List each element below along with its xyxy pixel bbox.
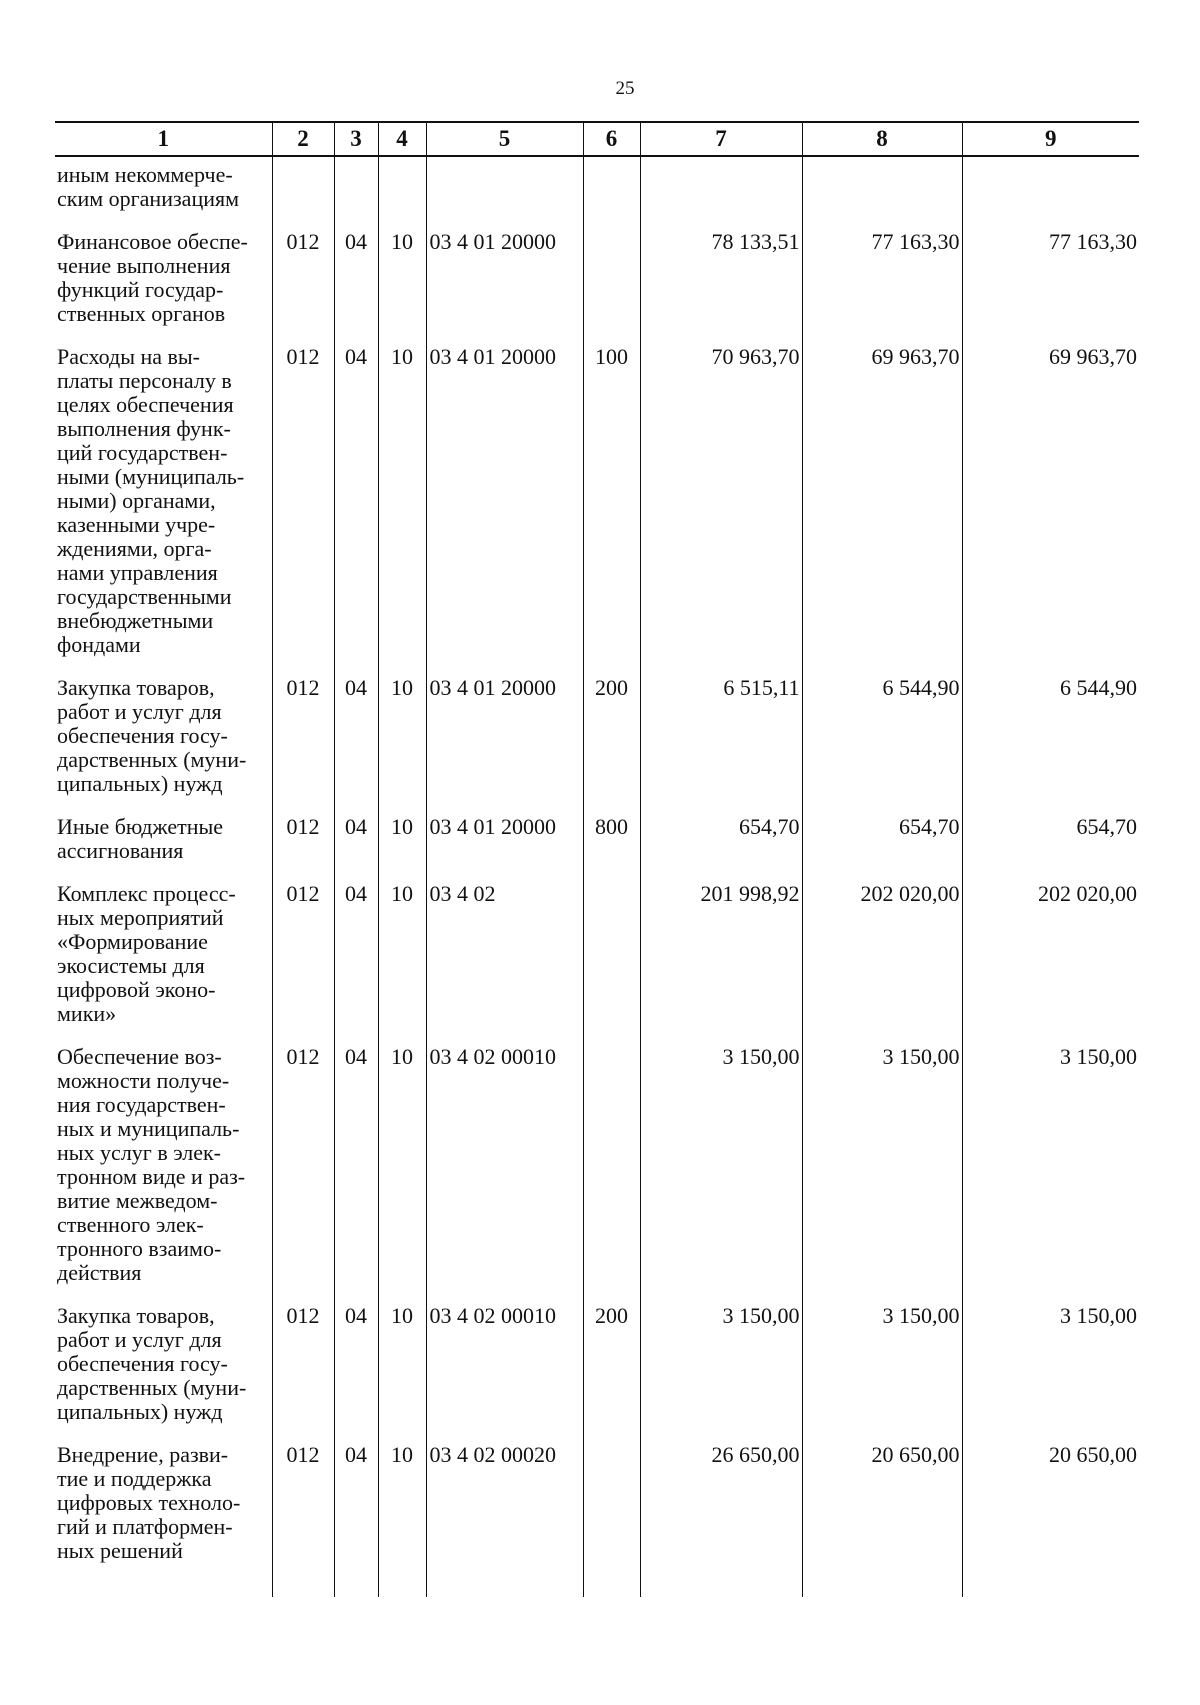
amount-col8-cell bbox=[802, 156, 962, 225]
admin-code-cell: 012 bbox=[272, 671, 334, 810]
row-name-line: ных решений bbox=[57, 1538, 183, 1563]
amount-col7-cell: 3 150,00 bbox=[640, 1040, 802, 1299]
expense-type-cell: 800 bbox=[583, 810, 640, 877]
row-name-line: мики» bbox=[57, 1001, 117, 1026]
admin-code-cell: 012 bbox=[272, 810, 334, 877]
column-header-4: 4 bbox=[378, 122, 426, 156]
column-header-8: 8 bbox=[802, 122, 962, 156]
row-name-line: тронном виде и раз- bbox=[57, 1164, 246, 1189]
section-code-cell: 04 bbox=[334, 810, 378, 877]
row-name-line: Расходы на вы- bbox=[57, 344, 201, 369]
section-code-cell: 04 bbox=[334, 340, 378, 671]
expense-type-cell bbox=[583, 1438, 640, 1577]
row-name-line: ассигнования bbox=[57, 838, 184, 863]
row-name-line: обеспечения госу- bbox=[57, 1351, 228, 1376]
filler-cell bbox=[583, 1577, 640, 1597]
row-name-line: работ и услуг для bbox=[57, 1327, 222, 1352]
row-name-line: Финансовое обеспе- bbox=[57, 229, 248, 254]
amount-col8-cell: 3 150,00 bbox=[802, 1040, 962, 1299]
amount-col8-cell: 3 150,00 bbox=[802, 1299, 962, 1438]
header-row bbox=[55, 122, 1139, 156]
row-name-line: ций государствен- bbox=[57, 440, 228, 465]
column-header-1: 1 bbox=[55, 122, 272, 156]
budget-table bbox=[55, 121, 1139, 1597]
row-name-line: Закупка товаров, bbox=[57, 675, 215, 700]
row-name-line: ных услуг в элек- bbox=[57, 1140, 222, 1165]
subsection-code-cell: 10 bbox=[378, 1040, 426, 1299]
table-row bbox=[55, 1438, 1139, 1577]
row-name-cell bbox=[55, 1040, 272, 1299]
amount-col7-cell: 6 515,11 bbox=[640, 671, 802, 810]
row-name-line: функций государ- bbox=[57, 277, 224, 302]
row-name-line: «Формирование bbox=[57, 929, 208, 954]
column-header-3: 3 bbox=[334, 122, 378, 156]
row-name-line: ственного элек- bbox=[57, 1212, 204, 1237]
row-name-line: Закупка товаров, bbox=[57, 1303, 215, 1328]
row-name-cell bbox=[55, 156, 272, 225]
subsection-code-cell: 10 bbox=[378, 810, 426, 877]
subsection-code-cell: 10 bbox=[378, 1438, 426, 1577]
target-article-cell: 03 4 02 bbox=[426, 877, 583, 1040]
row-name-line: можности получе- bbox=[57, 1068, 230, 1093]
amount-col7-cell: 78 133,51 bbox=[640, 225, 802, 340]
admin-code-cell: 012 bbox=[272, 1299, 334, 1438]
amount-col8-cell: 77 163,30 bbox=[802, 225, 962, 340]
amount-col7-cell: 654,70 bbox=[640, 810, 802, 877]
row-name-line: целях обеспечения bbox=[57, 392, 234, 417]
expense-type-cell bbox=[583, 156, 640, 225]
target-article-cell: 03 4 02 00020 bbox=[426, 1438, 583, 1577]
amount-col7-cell: 201 998,92 bbox=[640, 877, 802, 1040]
row-name-line: ципальных) нужд bbox=[57, 771, 223, 796]
target-article-cell: 03 4 02 00010 bbox=[426, 1299, 583, 1438]
amount-col9-cell bbox=[962, 156, 1139, 225]
row-name-cell bbox=[55, 671, 272, 810]
row-name-line: действия bbox=[57, 1260, 142, 1285]
table-row bbox=[55, 877, 1139, 1040]
subsection-code-cell: 10 bbox=[378, 671, 426, 810]
column-header-2: 2 bbox=[272, 122, 334, 156]
row-name-line: фондами bbox=[57, 632, 141, 657]
row-name-line: гий и платформен- bbox=[57, 1514, 233, 1539]
admin-code-cell: 012 bbox=[272, 340, 334, 671]
row-name-line: ципальных) нужд bbox=[57, 1399, 223, 1424]
row-name-line: ским организациям bbox=[57, 186, 240, 211]
table-row bbox=[55, 671, 1139, 810]
section-code-cell: 04 bbox=[334, 1438, 378, 1577]
table-row bbox=[55, 225, 1139, 340]
target-article-cell: 03 4 01 20000 bbox=[426, 671, 583, 810]
row-name-cell bbox=[55, 877, 272, 1040]
amount-col8-cell: 6 544,90 bbox=[802, 671, 962, 810]
amount-col8-cell: 202 020,00 bbox=[802, 877, 962, 1040]
row-name-line: Обеспечение воз- bbox=[57, 1044, 222, 1069]
amount-col7-cell: 3 150,00 bbox=[640, 1299, 802, 1438]
row-name-line: выполнения функ- bbox=[57, 416, 231, 441]
expense-type-cell bbox=[583, 877, 640, 1040]
row-name-line: работ и услуг для bbox=[57, 699, 222, 724]
table-row bbox=[55, 340, 1139, 671]
admin-code-cell bbox=[272, 156, 334, 225]
column-header-7: 7 bbox=[640, 122, 802, 156]
section-code-cell: 04 bbox=[334, 225, 378, 340]
table-row bbox=[55, 1040, 1139, 1299]
expense-type-cell: 200 bbox=[583, 671, 640, 810]
expense-type-cell: 100 bbox=[583, 340, 640, 671]
row-name-line: ными) органами, bbox=[57, 488, 216, 513]
row-name-line: чение выполнения bbox=[57, 253, 231, 278]
row-name-line: ными (муниципаль- bbox=[57, 464, 245, 489]
row-name-line: ных и муниципаль- bbox=[57, 1116, 240, 1141]
amount-col9-cell: 6 544,90 bbox=[962, 671, 1139, 810]
filler-cell bbox=[378, 1577, 426, 1597]
filler-cell bbox=[55, 1577, 272, 1597]
expense-type-cell bbox=[583, 225, 640, 340]
filler-row bbox=[55, 1577, 1139, 1597]
subsection-code-cell: 10 bbox=[378, 340, 426, 671]
column-header-5: 5 bbox=[426, 122, 583, 156]
row-name-line: внебюджетными bbox=[57, 608, 214, 633]
amount-col7-cell: 70 963,70 bbox=[640, 340, 802, 671]
row-name-cell bbox=[55, 1299, 272, 1438]
amount-col8-cell: 69 963,70 bbox=[802, 340, 962, 671]
column-header-9: 9 bbox=[962, 122, 1139, 156]
amount-col8-cell: 20 650,00 bbox=[802, 1438, 962, 1577]
amount-col9-cell: 77 163,30 bbox=[962, 225, 1139, 340]
row-name-line: Внедрение, разви- bbox=[57, 1442, 229, 1467]
admin-code-cell: 012 bbox=[272, 1438, 334, 1577]
row-name-line: тронного взаимо- bbox=[57, 1236, 222, 1261]
row-name-cell bbox=[55, 340, 272, 671]
row-name-line: дарственных (муни- bbox=[57, 1375, 247, 1400]
row-name-line: обеспечения госу- bbox=[57, 723, 228, 748]
row-name-line: тие и поддержка bbox=[57, 1466, 212, 1491]
page-number: 25 bbox=[615, 78, 635, 99]
row-name-line: цифровой эконо- bbox=[57, 977, 216, 1002]
section-code-cell bbox=[334, 156, 378, 225]
filler-cell bbox=[802, 1577, 962, 1597]
admin-code-cell: 012 bbox=[272, 225, 334, 340]
amount-col7-cell: 26 650,00 bbox=[640, 1438, 802, 1577]
row-name-line: нами управления bbox=[57, 560, 218, 585]
row-name-line: иным некоммерче- bbox=[57, 162, 233, 187]
amount-col9-cell: 3 150,00 bbox=[962, 1299, 1139, 1438]
table-row bbox=[55, 810, 1139, 877]
budget-table-sheet bbox=[55, 121, 1139, 1576]
row-name-line: платы персоналу в bbox=[57, 368, 232, 393]
admin-code-cell: 012 bbox=[272, 877, 334, 1040]
filler-cell bbox=[640, 1577, 802, 1597]
row-name-line: экосистемы для bbox=[57, 953, 205, 978]
row-name-line: ждениями, орга- bbox=[57, 536, 212, 561]
table-row bbox=[55, 1299, 1139, 1438]
filler-cell bbox=[962, 1577, 1139, 1597]
row-name-line: казенными учре- bbox=[57, 512, 216, 537]
amount-col9-cell: 69 963,70 bbox=[962, 340, 1139, 671]
target-article-cell: 03 4 02 00010 bbox=[426, 1040, 583, 1299]
amount-col9-cell: 654,70 bbox=[962, 810, 1139, 877]
target-article-cell: 03 4 01 20000 bbox=[426, 340, 583, 671]
amount-col9-cell: 20 650,00 bbox=[962, 1438, 1139, 1577]
target-article-cell: 03 4 01 20000 bbox=[426, 225, 583, 340]
table-body bbox=[55, 156, 1139, 1597]
amount-col9-cell: 3 150,00 bbox=[962, 1040, 1139, 1299]
target-article-cell: 03 4 01 20000 bbox=[426, 810, 583, 877]
subsection-code-cell: 10 bbox=[378, 877, 426, 1040]
row-name-line: ных мероприятий bbox=[57, 905, 224, 930]
row-name-line: дарственных (муни- bbox=[57, 747, 247, 772]
target-article-cell bbox=[426, 156, 583, 225]
column-header-6: 6 bbox=[583, 122, 640, 156]
row-name-cell bbox=[55, 1438, 272, 1577]
row-name-cell bbox=[55, 225, 272, 340]
admin-code-cell: 012 bbox=[272, 1040, 334, 1299]
subsection-code-cell: 10 bbox=[378, 225, 426, 340]
section-code-cell: 04 bbox=[334, 877, 378, 1040]
filler-cell bbox=[426, 1577, 583, 1597]
table-row bbox=[55, 156, 1139, 225]
row-name-line: государственными bbox=[57, 584, 232, 609]
subsection-code-cell bbox=[378, 156, 426, 225]
subsection-code-cell: 10 bbox=[378, 1299, 426, 1438]
row-name-line: Иные бюджетные bbox=[57, 814, 224, 839]
filler-cell bbox=[272, 1577, 334, 1597]
amount-col7-cell bbox=[640, 156, 802, 225]
row-name-line: витие межведом- bbox=[57, 1188, 218, 1213]
section-code-cell: 04 bbox=[334, 1040, 378, 1299]
expense-type-cell bbox=[583, 1040, 640, 1299]
section-code-cell: 04 bbox=[334, 1299, 378, 1438]
section-code-cell: 04 bbox=[334, 671, 378, 810]
amount-col8-cell: 654,70 bbox=[802, 810, 962, 877]
amount-col9-cell: 202 020,00 bbox=[962, 877, 1139, 1040]
row-name-line: ния государствен- bbox=[57, 1092, 226, 1117]
row-name-line: Комплекс процесс- bbox=[57, 881, 236, 906]
row-name-cell bbox=[55, 810, 272, 877]
expense-type-cell: 200 bbox=[583, 1299, 640, 1438]
filler-cell bbox=[334, 1577, 378, 1597]
row-name-line: ственных органов bbox=[57, 301, 226, 326]
row-name-line: цифровых техноло- bbox=[57, 1490, 241, 1515]
